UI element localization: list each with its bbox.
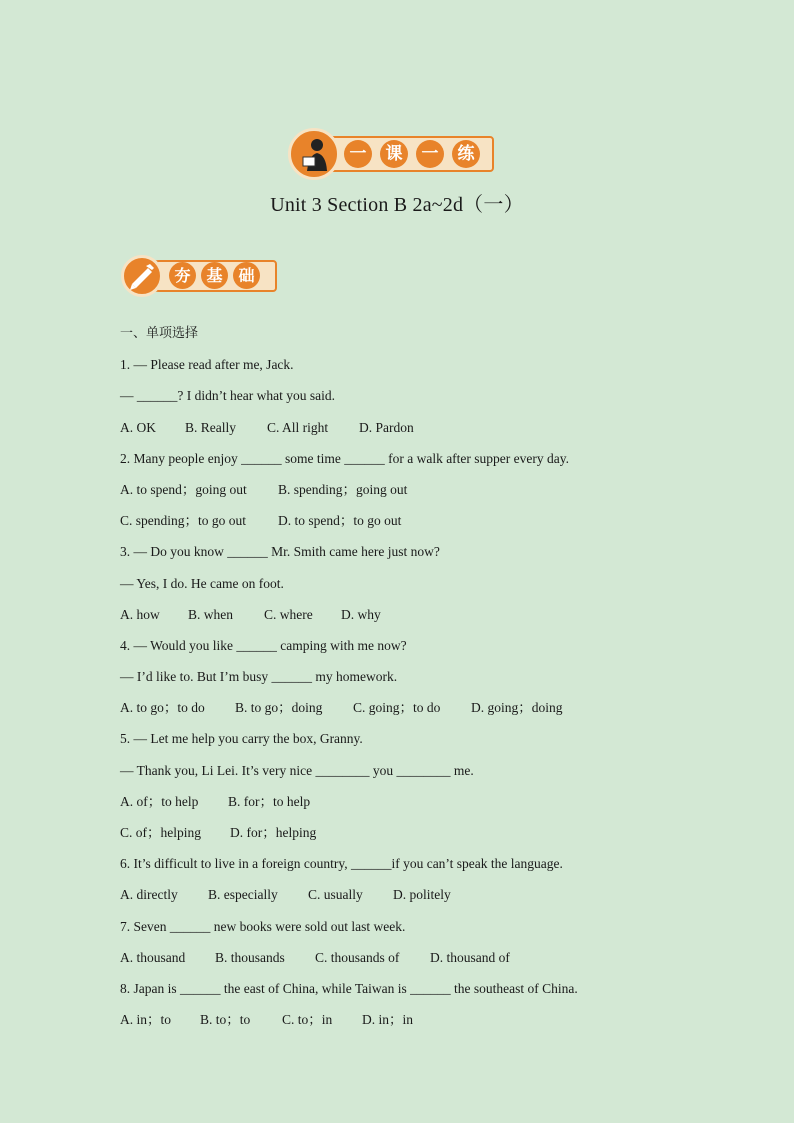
answer-option: D. going；doing bbox=[471, 700, 563, 716]
answer-option: A. to spend；going out bbox=[120, 481, 247, 497]
answer-option: B. spending；going out bbox=[278, 481, 408, 497]
answer-options bbox=[120, 412, 680, 443]
section-char: 础 bbox=[233, 262, 260, 289]
question-text: 2. Many people enjoy ______ some time ______ for a walk after supper every day. bbox=[120, 450, 570, 466]
answer-option: B. to；to bbox=[200, 1012, 251, 1028]
section-char: 基 bbox=[201, 262, 228, 289]
answer-option: A. in；to bbox=[120, 1012, 172, 1028]
student-reading-icon bbox=[288, 128, 340, 180]
answer-option: D. thousand of bbox=[430, 949, 510, 965]
answer-options bbox=[120, 1004, 680, 1035]
question-text: 5. — Let me help you carry the box, Granny. bbox=[120, 731, 363, 747]
question-text: 7. Seven ______ new books were sold out last week. bbox=[120, 918, 406, 934]
pencil-icon bbox=[121, 255, 163, 297]
section-banner bbox=[121, 255, 277, 297]
answer-option: C. where bbox=[264, 606, 313, 622]
answer-options bbox=[120, 817, 680, 848]
question-text: 3. — Do you know ______ Mr. Smith came here just now? bbox=[120, 544, 440, 560]
answer-option: C. going；to do bbox=[353, 700, 441, 716]
answer-option: B. Really bbox=[185, 419, 236, 435]
answer-options bbox=[120, 505, 680, 536]
question-text: 6. It’s difficult to live in a foreign country, ______if you can’t speak the language. bbox=[120, 856, 563, 872]
answer-option: C. usually bbox=[308, 887, 363, 903]
banner-char: 练 bbox=[452, 140, 480, 168]
answer-option: C. of；helping bbox=[120, 825, 201, 840]
question-text: — Yes, I do. He came on foot. bbox=[120, 575, 284, 591]
answer-option: B. thousands bbox=[215, 949, 285, 965]
answer-option: D. for；helping bbox=[230, 825, 317, 840]
answer-options bbox=[120, 879, 680, 910]
section-char: 夯 bbox=[169, 262, 196, 289]
answer-option: B. especially bbox=[208, 887, 278, 903]
answer-options bbox=[120, 474, 680, 505]
answer-option: D. Pardon bbox=[359, 419, 414, 435]
answer-option: D. politely bbox=[393, 887, 451, 903]
question-text: — Thank you, Li Lei. It’s very nice ________ you ________ me. bbox=[120, 762, 474, 778]
answer-option: C. thousands of bbox=[315, 949, 400, 965]
answer-option: D. to spend；to go out bbox=[278, 513, 402, 529]
answer-options bbox=[120, 692, 680, 723]
answer-option: B. when bbox=[188, 606, 233, 622]
answer-option: D. in；in bbox=[362, 1012, 414, 1028]
answer-option: A. of；to help bbox=[120, 793, 199, 809]
answer-option: C. to；in bbox=[282, 1012, 333, 1028]
question-text: 4. — Would you like ______ camping with me now? bbox=[120, 637, 407, 653]
answer-options bbox=[120, 942, 680, 973]
section-heading: 一、单项选择 bbox=[120, 326, 199, 341]
banner-char: 一 bbox=[344, 140, 372, 168]
answer-option: A. to go；to do bbox=[120, 700, 205, 716]
answer-options bbox=[120, 786, 680, 817]
banner-char: 课 bbox=[380, 140, 408, 168]
question-list bbox=[120, 318, 680, 1035]
question-text: — ______? I didn’t hear what you said. bbox=[120, 388, 335, 404]
question-text: — I’d like to. But I’m busy ______ my homework. bbox=[120, 669, 398, 685]
question-text: 8. Japan is ______ the east of China, while Taiwan is ______ the southeast of China. bbox=[120, 980, 578, 996]
answer-options bbox=[120, 599, 680, 630]
answer-option: D. why bbox=[341, 606, 381, 622]
page-title: Unit 3 Section B 2a~2d（一） bbox=[270, 194, 524, 216]
answer-option: A. how bbox=[120, 606, 160, 622]
answer-option: A. OK bbox=[120, 419, 156, 435]
answer-option: A. thousand bbox=[120, 949, 186, 965]
answer-option: C. spending；to go out bbox=[120, 513, 247, 529]
answer-option: B. to go；doing bbox=[235, 700, 323, 716]
answer-option: A. directly bbox=[120, 887, 178, 903]
answer-option: B. for；to help bbox=[228, 793, 311, 809]
question-text: 1. — Please read after me, Jack. bbox=[120, 357, 294, 373]
answer-option: C. All right bbox=[267, 419, 329, 435]
lesson-banner bbox=[288, 128, 494, 180]
banner-char: 一 bbox=[416, 140, 444, 168]
